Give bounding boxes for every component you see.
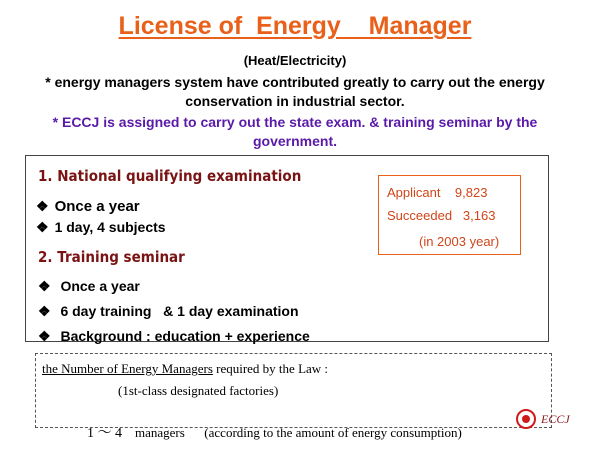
slide-title-wrap [0,12,590,41]
eccj-logo-icon [516,409,536,429]
eccj-logo-text: ECCJ [541,412,570,426]
law-suffix: required by the Law : [212,361,329,376]
slide-title: License of Energy Manager [118,12,472,40]
list-item [38,328,310,345]
law-line-3-text: managers (according to the amount of energy consumption) [122,425,462,440]
list-item [38,303,299,320]
manager-range: 1 ～ 4 [87,426,122,441]
note-energy-managers: * energy managers system have contributed greatly to carry out the energy conservation in industrial sector. [45,74,545,109]
succeeded-count: Succeeded 3,163 [387,208,496,223]
applicant-count: Applicant 9,823 [387,185,488,200]
law-line-2: (1st-class designated factories) [118,383,279,398]
bullet-text: Once a year [56,278,140,294]
diamond-bullet-icon: ❖ [38,328,51,344]
law-line-1 [42,361,328,377]
bullet-text: 6 day training & 1 day examination [56,303,299,319]
diamond-bullet-icon: ❖ [38,303,51,319]
diamond-bullet-icon: ❖ [36,219,49,235]
year-note: (in 2003 year) [419,234,500,249]
law-line-3 [74,406,462,458]
section-heading-seminar: 2. Training seminar [38,248,185,266]
list-item [36,219,166,236]
bullet-text: 1 day, 4 subjects [54,219,166,235]
diamond-bullet-icon: ❖ [38,278,51,294]
list-item [38,278,140,295]
note-eccj: * ECCJ is assigned to carry out the state exam. & training seminar by the government. [52,114,538,149]
bullet-text: Once a year [54,198,140,215]
list-item [36,198,140,215]
diamond-bullet-icon: ❖ [36,198,49,214]
law-prefix: the Number of [42,361,122,376]
statistics-box [378,175,521,255]
bullet-text: Background : education + experience [56,328,310,344]
law-requirement-box [35,353,552,441]
slide-subtitle: (Heat/Electricity) [243,53,347,68]
law-energy-managers: Energy Managers [121,361,213,376]
section-heading-exam: 1. National qualifying examination [38,167,302,185]
eccj-logo [516,409,578,431]
